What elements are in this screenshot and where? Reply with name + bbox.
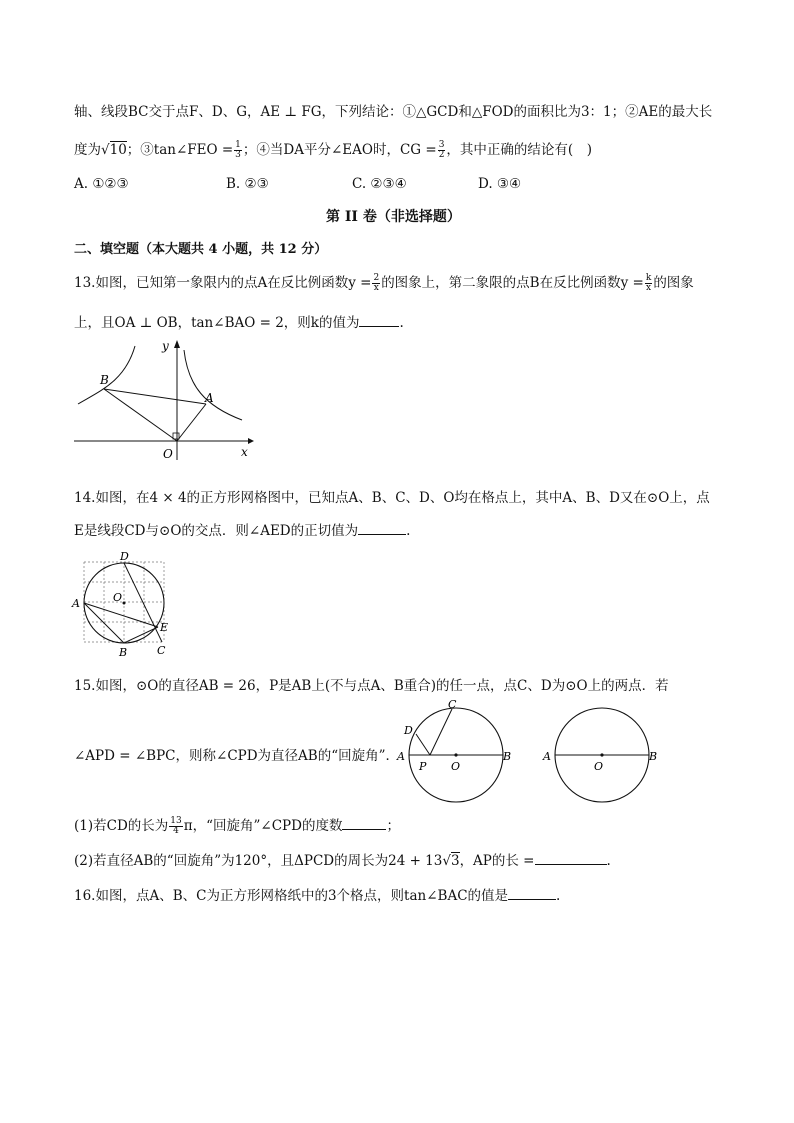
- q14-figure: [70, 548, 178, 660]
- q13-segment-ao: [177, 404, 206, 441]
- q14-label-b: B: [119, 646, 128, 659]
- q15-sub1-end: ；: [386, 818, 400, 834]
- q13-curve-a: [184, 350, 242, 420]
- q13-label-y: y: [162, 339, 169, 353]
- q14-line2-text: E是线段CD与⊙O的交点．则∠AED的正切值为: [74, 523, 359, 539]
- q15-fig1-segment-pc: [430, 709, 452, 755]
- q15-fig2-center: [600, 753, 603, 756]
- q15-fig1-label-o: O: [451, 760, 461, 773]
- q15-sub2-a: (2)若直径AB的“回旋角”为120°，且ΔPCD的周长为24 + 13: [74, 853, 443, 869]
- q16-line1: [74, 885, 560, 906]
- q12-option-a: A. ①②③: [74, 176, 129, 192]
- q16-text: 16.如图，点A、B、C为正方形网格纸中的3个格点，则tan∠BAC的值是: [74, 888, 509, 904]
- q14-segment-be: [124, 627, 158, 643]
- q12-line2-d: ，其中正确的结论有( ): [446, 142, 592, 158]
- q13-line1-b: 的图象上，第二象限的点B在反比例函数y =: [381, 275, 644, 291]
- q15-sub1-blank: [342, 815, 386, 830]
- q14-label-a: A: [72, 597, 80, 610]
- q12-line2-a: 度为: [74, 142, 101, 158]
- q12-option-d: D. ③④: [478, 176, 522, 192]
- q14-line1: 14.如图，在4 × 4的正方形网格图中，已知点A、B、C、D、O均在格点上，其中A、B、D又在⊙O上，点: [74, 490, 710, 506]
- q13-figure: [70, 336, 260, 464]
- q13-frac2-num: k: [645, 273, 652, 283]
- q15-sub1-num: 13: [170, 816, 182, 826]
- sqrt-symbol-2: √: [442, 853, 451, 869]
- q15-figure-1: [394, 696, 520, 808]
- q13-label-o: O: [163, 447, 173, 461]
- q13-line2-text: 上，且OA ⊥ OB，tan∠BAO = 2，则k的值为: [74, 315, 360, 331]
- q15-sub1-frac: [169, 817, 182, 836]
- q15-fig1-segment-pd: [416, 734, 430, 755]
- q12-frac2: [438, 141, 446, 160]
- q15-fig1-label-d: D: [404, 724, 413, 737]
- q14-label-d: D: [120, 550, 129, 563]
- q12-frac1-den: 3: [235, 150, 241, 160]
- q15-figure-2: [540, 696, 666, 808]
- q15-fig1-label-a: A: [397, 750, 405, 763]
- q13-label-x: x: [241, 445, 248, 459]
- q15-fig1-label-c: C: [448, 698, 457, 711]
- q14-segment-ae: [84, 603, 158, 627]
- q12-line2-c: ；④当DA平分∠EAO时，CG =: [242, 142, 437, 158]
- q12-line1: 轴、线段BC交于点F、D、G，AE ⊥ FG，下列结论：①△GCD和△FOD的面积比为3：1；②AE的最大长: [74, 104, 713, 120]
- section2-heading: 二、填空题（本大题共 4 小题，共 12 分）: [74, 242, 328, 257]
- q13-answer-blank: [359, 312, 399, 327]
- part2-title: 第 II 卷（非选择题）: [326, 209, 461, 225]
- q15-sub2: [74, 850, 611, 871]
- q13-right-angle: [173, 433, 179, 439]
- q12-frac1-num: 1: [235, 140, 241, 150]
- q13-line1-c: 的图象: [653, 275, 694, 291]
- q15-sub1-b: π，“回旋角”∠CPD的度数: [183, 818, 343, 834]
- q15-sub2-blank: [535, 850, 607, 865]
- q13-line2-end: .: [399, 315, 404, 331]
- q13-y-arrow: [174, 340, 180, 348]
- q15-sub1-den: 4: [173, 826, 179, 836]
- q13-segment-ba: [104, 389, 206, 404]
- q15-fig1-label-b: B: [503, 750, 512, 763]
- q15-sub2-end: .: [606, 853, 611, 869]
- q15-line2: ∠APD = ∠BPC，则称∠CPD为直径AB的“回旋角”．: [74, 748, 400, 764]
- q15-fig1-label-p: P: [419, 760, 427, 773]
- q12-frac1: [234, 141, 242, 160]
- q13-frac1-den: x: [373, 283, 379, 293]
- q13-label-a: A: [205, 391, 214, 405]
- q13-frac2-den: x: [646, 283, 652, 293]
- q13-frac1-num: 2: [373, 273, 380, 283]
- q14-answer-blank: [358, 520, 406, 535]
- q14-segment-dc: [124, 563, 162, 642]
- q15-fig2-label-o: O: [594, 760, 604, 773]
- q13-line1-a: 13.如图，已知第一象限内的点A在反比例函数y =: [74, 275, 372, 291]
- q15-fig1-center: [454, 753, 457, 756]
- q16-end: .: [556, 888, 561, 904]
- q13-line2: [74, 312, 404, 333]
- q12-line2-b: ；③tan∠FEO =: [126, 142, 234, 158]
- q13-x-arrow: [248, 438, 254, 444]
- q12-line2: [74, 140, 592, 160]
- q15-sub2-sqrt: 3: [450, 853, 460, 869]
- q14-line2: [74, 520, 410, 541]
- q13-frac1: [372, 274, 380, 293]
- q15-fig2-label-a: A: [543, 750, 551, 763]
- q12-option-b: B. ②③: [226, 176, 269, 192]
- q15-sub2-b: ，AP的长 =: [459, 853, 535, 869]
- q15-fig2-label-b: B: [649, 750, 658, 763]
- q15-line1: 15.如图，⊙O的直径AB = 26，P是AB上(不与点A、B重合)的任一点，点C、D为⊙O上的两点．若: [74, 678, 669, 694]
- q14-line2-end: .: [406, 523, 411, 539]
- q13-frac2: [645, 274, 652, 293]
- q12-frac2-den: 2: [438, 150, 445, 160]
- q13-segment-bo: [104, 389, 177, 441]
- q14-center-dot: [123, 602, 126, 605]
- q13-line1: [74, 273, 694, 293]
- q14-label-c: C: [157, 644, 166, 657]
- q16-answer-blank: [508, 885, 556, 900]
- q13-label-b: B: [100, 373, 109, 387]
- q14-label-e: E: [160, 621, 169, 634]
- q15-sub1-a: (1)若CD的长为: [74, 818, 169, 834]
- q12-frac2-num: 3: [438, 140, 445, 150]
- q12-option-c: C. ②③④: [352, 176, 407, 192]
- q14-label-o: O: [113, 591, 123, 604]
- sqrt-symbol: √: [101, 142, 110, 158]
- q12-sqrt10: 10: [109, 142, 127, 158]
- q15-sub1: [74, 815, 400, 836]
